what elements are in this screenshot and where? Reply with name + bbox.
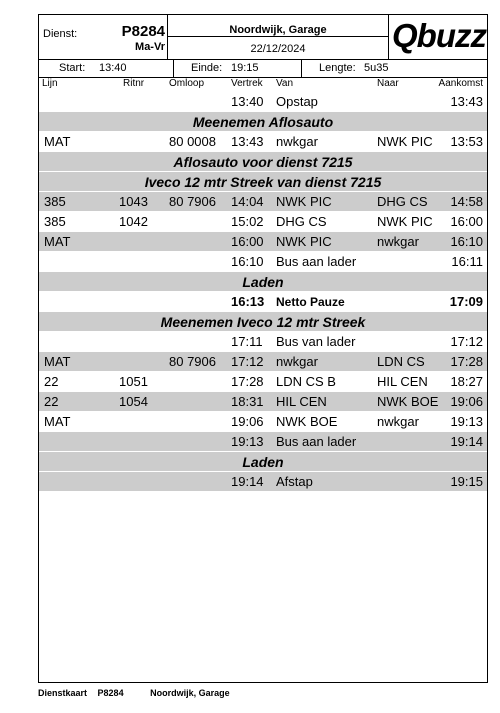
cell-van: Bus van lader <box>276 334 356 349</box>
cell-aankomst: 17:28 <box>450 354 483 369</box>
cell-aankomst: 16:10 <box>450 234 483 249</box>
cell-van: NWK BOE <box>276 414 338 429</box>
cell-naar: nwkgar <box>377 234 419 249</box>
qbuzz-logo: Qbuzz <box>392 17 486 54</box>
start-label: Start: <box>59 62 86 74</box>
cell-van: NWK PIC <box>276 234 332 249</box>
banner-text: Meenemen Iveco 12 mtr Streek <box>160 314 366 330</box>
duty-times-bar <box>39 59 487 78</box>
cell-vertrek: 17:11 <box>231 334 263 349</box>
section-banner <box>39 172 487 192</box>
cell-omloop: 80 0008 <box>169 134 216 149</box>
lengte-label: Lengte: <box>319 62 356 74</box>
trip-row <box>39 92 487 112</box>
cell-lijn: 22 <box>44 374 59 389</box>
cell-lijn: 385 <box>44 214 66 229</box>
cell-vertrek: 16:10 <box>231 254 264 269</box>
pause-end: 17:09 <box>449 294 483 309</box>
cell-vertrek: 15:02 <box>231 214 264 229</box>
service-days: Ma-Vr <box>135 41 165 53</box>
cell-lijn: MAT <box>44 134 71 149</box>
trip-row <box>39 332 487 352</box>
einde-time: 19:15 <box>231 62 259 74</box>
cell-naar: LDN CS <box>377 354 425 369</box>
cell-vertrek: 19:13 <box>231 434 264 449</box>
times-divider <box>173 59 174 77</box>
start-time: 13:40 <box>99 62 127 74</box>
cell-van: Opstap <box>276 94 318 109</box>
col-vertrek: Vertrek <box>231 78 263 89</box>
cell-aankomst: 19:13 <box>450 414 483 429</box>
times-divider <box>301 59 302 77</box>
depot-location: Noordwijk, Garage <box>229 24 327 36</box>
banner-text: Laden <box>242 454 284 470</box>
col-aankomst: Aankomst <box>438 78 483 89</box>
trip-row <box>39 412 487 432</box>
cell-van: Bus aan lader <box>276 434 357 449</box>
cell-van: nwkgar <box>276 354 318 369</box>
footer-card-label: Dienstkaart <box>38 688 88 698</box>
dienst-label: Dienst: <box>43 28 78 40</box>
cell-vertrek: 17:28 <box>231 374 264 389</box>
cell-aankomst: 19:15 <box>450 474 483 489</box>
cell-vertrek: 13:40 <box>231 94 264 109</box>
cell-ritnr: 1043 <box>119 194 148 209</box>
col-naar: Naar <box>377 78 399 89</box>
duty-card-sheet <box>38 14 488 683</box>
einde-label: Einde: <box>191 62 223 74</box>
trip-row <box>39 472 487 492</box>
col-van: Van <box>276 78 294 89</box>
cell-vertrek: 17:12 <box>231 354 264 369</box>
cell-van: HIL CEN <box>276 394 327 409</box>
cell-lijn: MAT <box>44 354 71 369</box>
cell-aankomst: 19:06 <box>450 394 483 409</box>
cell-van: NWK PIC <box>276 194 332 209</box>
trip-row <box>39 372 487 392</box>
cell-van: LDN CS B <box>276 374 336 389</box>
duty-header <box>39 15 487 60</box>
cell-van: nwkgar <box>276 134 318 149</box>
cell-lijn: 22 <box>44 394 59 409</box>
cell-aankomst: 18:27 <box>450 374 483 389</box>
trip-row <box>39 432 487 452</box>
section-banner <box>39 112 487 132</box>
trip-row <box>39 132 487 152</box>
header-divider <box>388 15 389 59</box>
pause-start: 16:13 <box>231 294 265 309</box>
cell-vertrek: 16:00 <box>231 234 264 249</box>
trip-row <box>39 192 487 212</box>
dienst-number: P8284 <box>121 23 165 40</box>
cell-naar: nwkgar <box>377 414 419 429</box>
col-ritnr: Ritnr <box>123 78 145 89</box>
pause-label: Netto Pauze <box>276 295 345 309</box>
cell-omloop: 80 7906 <box>169 354 216 369</box>
cell-omloop: 80 7906 <box>169 194 216 209</box>
lengte-value: 5u35 <box>364 62 389 74</box>
cell-naar: DHG CS <box>377 194 428 209</box>
cell-aankomst: 17:12 <box>450 334 483 349</box>
trip-row <box>39 392 487 412</box>
cell-lijn: MAT <box>44 414 71 429</box>
cell-vertrek: 13:43 <box>231 134 264 149</box>
banner-text: Aflosauto voor dienst 7215 <box>173 154 353 170</box>
section-banner <box>39 312 487 332</box>
page-footer <box>38 688 238 698</box>
cell-naar: NWK PIC <box>377 214 433 229</box>
cell-ritnr: 1054 <box>119 394 148 409</box>
trip-row <box>39 352 487 372</box>
header-divider <box>167 36 389 37</box>
footer-location: Noordwijk, Garage <box>150 688 230 698</box>
cell-lijn: MAT <box>44 234 71 249</box>
trip-row <box>39 212 487 232</box>
cell-van: Afstap <box>276 474 313 489</box>
section-banner <box>39 152 487 172</box>
cell-vertrek: 18:31 <box>231 394 264 409</box>
cell-naar: NWK BOE <box>377 394 439 409</box>
cell-lijn: 385 <box>44 194 66 209</box>
cell-naar: HIL CEN <box>377 374 428 389</box>
trip-table <box>39 92 487 492</box>
pause-row <box>39 292 487 312</box>
banner-text: Laden <box>242 274 284 290</box>
cell-vertrek: 19:06 <box>231 414 264 429</box>
trip-row <box>39 232 487 252</box>
col-lijn: Lijn <box>42 78 58 89</box>
section-banner <box>39 452 487 472</box>
cell-aankomst: 13:43 <box>450 94 483 109</box>
col-omloop: Omloop <box>169 78 205 89</box>
cell-aankomst: 14:58 <box>450 194 483 209</box>
cell-naar: NWK PIC <box>377 134 433 149</box>
cell-ritnr: 1042 <box>119 214 148 229</box>
banner-text: Meenemen Aflosauto <box>192 114 334 130</box>
banner-text: Iveco 12 mtr Streek van dienst 7215 <box>144 174 382 190</box>
section-banner <box>39 272 487 292</box>
trip-row <box>39 252 487 272</box>
cell-van: Bus aan lader <box>276 254 357 269</box>
column-headers <box>39 78 487 92</box>
cell-vertrek: 19:14 <box>231 474 264 489</box>
cell-aankomst: 19:14 <box>450 434 483 449</box>
cell-vertrek: 14:04 <box>231 194 264 209</box>
cell-ritnr: 1051 <box>119 374 148 389</box>
cell-van: DHG CS <box>276 214 327 229</box>
footer-card-number: P8284 <box>97 688 124 698</box>
duty-date: 22/12/2024 <box>250 43 306 55</box>
cell-aankomst: 13:53 <box>450 134 483 149</box>
cell-aankomst: 16:00 <box>450 214 483 229</box>
cell-aankomst: 16:11 <box>451 254 483 269</box>
